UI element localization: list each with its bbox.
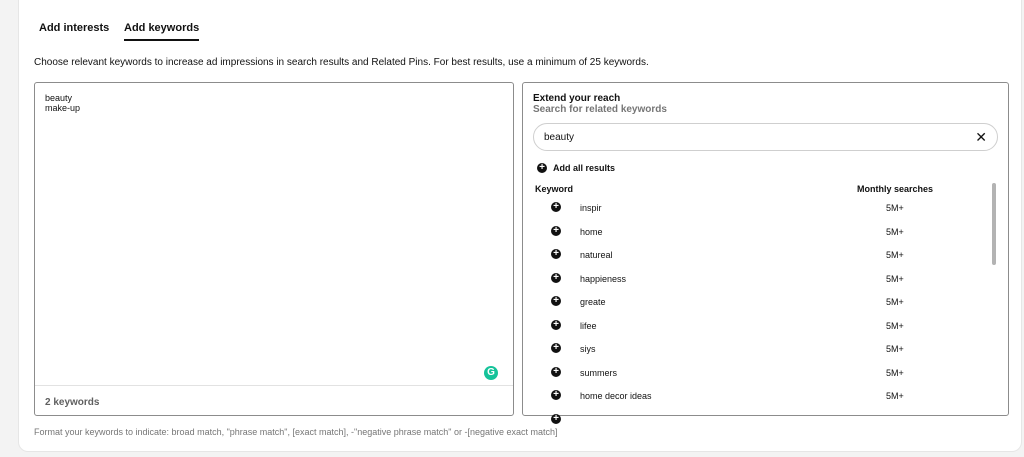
list-item-partial <box>523 410 993 430</box>
list-item <box>523 245 993 265</box>
result-monthly-searches: 5M+ <box>886 297 904 307</box>
search-input[interactable] <box>544 130 964 144</box>
plus-circle-icon: + <box>537 163 547 173</box>
plus-circle-icon[interactable]: + <box>551 226 561 236</box>
keyword-line: beauty <box>45 93 73 103</box>
keyword-textarea[interactable] <box>34 82 514 416</box>
keyword-count: 2 keywords <box>45 397 100 408</box>
keyword-list[interactable] <box>45 93 80 113</box>
list-item <box>523 292 993 312</box>
result-keyword: inspir <box>580 203 602 213</box>
result-monthly-searches: 5M+ <box>886 391 904 401</box>
result-monthly-searches: 5M+ <box>886 274 904 284</box>
plus-circle-icon[interactable]: + <box>551 249 561 259</box>
list-item <box>523 386 993 406</box>
result-keyword: lifee <box>580 321 597 331</box>
result-keyword: home <box>580 227 603 237</box>
format-help-text: Format your keywords to indicate: broad match, "phrase match", [exact match], -"negative phrase match" or -[negative exact match] <box>34 427 558 437</box>
results-scrollbar[interactable] <box>992 183 996 265</box>
list-item <box>523 198 993 218</box>
plus-circle-icon[interactable]: + <box>551 367 561 377</box>
result-keyword: greate <box>580 297 606 307</box>
plus-circle-icon[interactable]: + <box>551 414 561 424</box>
plus-circle-icon[interactable]: + <box>551 343 561 353</box>
plus-circle-icon[interactable]: + <box>551 202 561 212</box>
list-item <box>523 363 993 383</box>
targeting-card <box>18 0 1022 452</box>
close-icon[interactable]: ✕ <box>975 129 987 145</box>
result-monthly-searches: 5M+ <box>886 203 904 213</box>
result-monthly-searches: 5M+ <box>886 227 904 237</box>
extend-reach-panel <box>522 82 1009 424</box>
result-keyword: happieness <box>580 274 627 284</box>
plus-circle-icon[interactable]: + <box>551 390 561 400</box>
divider <box>35 385 513 386</box>
list-item <box>523 316 993 336</box>
keyword-line: make-up <box>45 103 81 113</box>
result-monthly-searches: 5M+ <box>886 250 904 260</box>
plus-circle-icon[interactable]: + <box>551 320 561 330</box>
result-monthly-searches: 5M+ <box>886 321 904 331</box>
result-monthly-searches: 5M+ <box>886 344 904 354</box>
keywords-description: Choose relevant keywords to increase ad impressions in search results and Related Pins. For best results, use a minimum of 25 keywords. <box>34 57 649 68</box>
panel-title: Extend your reach <box>533 93 621 104</box>
add-all-label: Add all results <box>553 163 616 173</box>
result-keyword: natureal <box>580 250 613 260</box>
column-header-keyword: Keyword <box>535 184 574 194</box>
result-keyword: siys <box>580 344 596 354</box>
list-item <box>523 269 993 289</box>
result-monthly-searches: 5M+ <box>886 368 904 378</box>
panel-subtitle: Search for related keywords <box>533 104 667 115</box>
tab-add-interests[interactable]: Add interests <box>39 22 110 34</box>
related-keyword-search <box>533 123 998 151</box>
column-header-monthly-searches: Monthly searches <box>857 184 934 194</box>
grammarly-icon[interactable]: G <box>484 366 498 380</box>
tab-add-keywords[interactable]: Add keywords <box>124 22 200 34</box>
plus-circle-icon[interactable]: + <box>551 273 561 283</box>
list-item <box>523 339 993 359</box>
plus-circle-icon[interactable]: + <box>551 296 561 306</box>
result-keyword: summers <box>580 368 618 378</box>
result-keyword: home decor ideas <box>580 391 652 401</box>
results-list <box>523 198 993 424</box>
list-item <box>523 222 993 242</box>
